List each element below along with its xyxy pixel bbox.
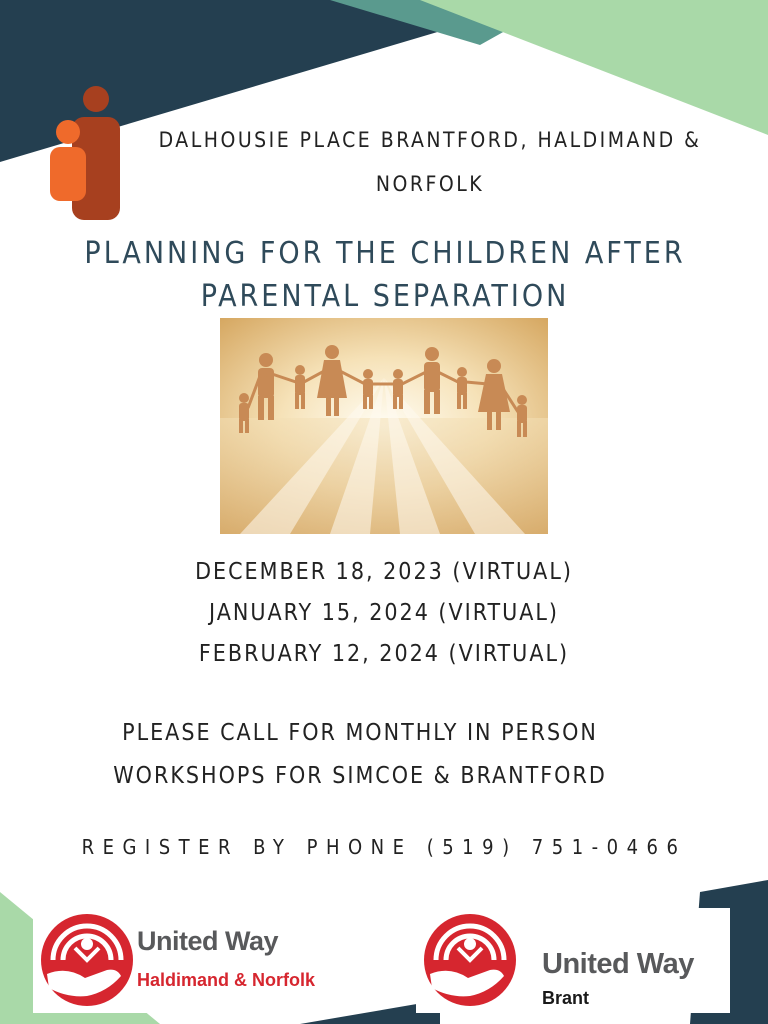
session-date: FEBRUARY 12, 2024 (VIRTUAL)	[198, 641, 570, 667]
organization-logo-icon	[48, 85, 128, 220]
united-way-hand-icon	[37, 908, 137, 1013]
session-dates	[0, 552, 768, 675]
organization-name: DALHOUSIE PLACE BRANTFORD, HALDIMAND & NORFOLK	[158, 128, 702, 196]
sponsor-region: Brant	[542, 988, 590, 1008]
register-phone: REGISTER BY PHONE (519) 751-0466	[81, 835, 687, 859]
sponsor-region: Haldimand & Norfolk	[137, 970, 316, 990]
united-way-brant-logo	[416, 908, 730, 1013]
united-way-hand-icon	[420, 908, 520, 1013]
paper-chain-family-photo	[220, 318, 548, 534]
in-person-workshops-note: PLEASE CALL FOR MONTHLY IN PERSON WORKSHOPS FOR SIMCOE & BRANTFORD	[113, 720, 607, 789]
sponsor-name: United Way	[542, 948, 694, 980]
session-date: JANUARY 15, 2024 (VIRTUAL)	[209, 600, 559, 626]
sponsor-name: United Way	[137, 926, 279, 956]
united-way-haldimand-norfolk-logo	[33, 908, 356, 1013]
workshop-title: PLANNING FOR THE CHILDREN AFTER PARENTAL SEPARATION	[84, 236, 686, 314]
session-date: DECEMBER 18, 2023 (VIRTUAL)	[195, 559, 573, 585]
